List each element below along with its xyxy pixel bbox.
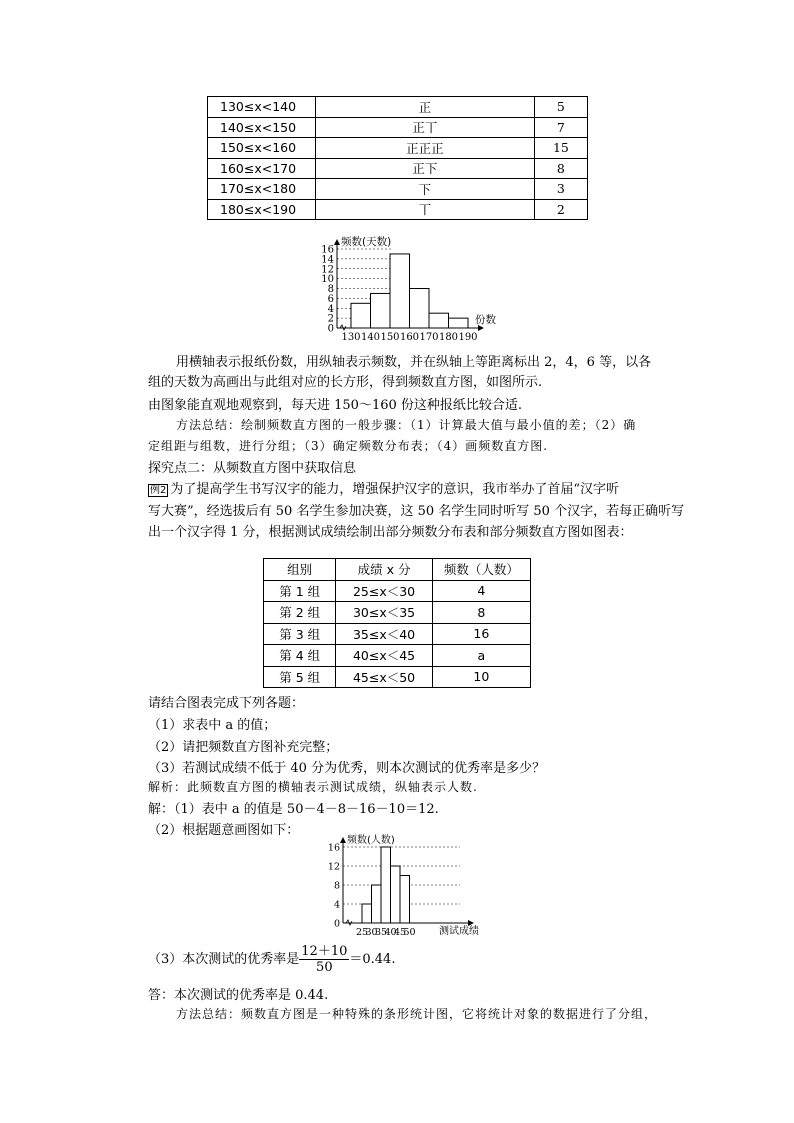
x-tick-label: 160 [399,332,420,343]
x-tick-label: 170 [419,332,439,343]
y-axis-arrow [340,837,346,843]
x-tick-label: 150 [380,332,400,343]
histogram-bar [429,313,449,328]
x-axis-label: 测试成绩 [439,926,479,936]
y-tick-label: 8 [333,880,340,892]
y-tick-label: 0 [327,323,334,335]
example-line: 写大赛”，经选拔后有 50 名学生参加决赛，这 50 名学生同时听写 50 个汉字，若每正确听写 [148,504,685,519]
y-tick-label: 8 [327,284,334,295]
table-row: 第 4 组 40≤x＜45 a [264,645,531,667]
x-tick-label: 25 [355,927,369,936]
method-summary: 方法总结：频数直方图是一种特殊的条形统计图，它将统计对象的数据进行了分组， [176,1007,658,1021]
y-tick-label: 16 [327,842,340,854]
histogram-bar [381,847,391,923]
histogram-scores [318,830,503,936]
y-axis-label: 频数(天数) [341,236,392,248]
example-badge: 例2 [150,485,167,496]
x-tick-label: 130 [341,332,361,343]
y-tick-label: 14 [321,254,334,266]
table-row: 170≤x<180 下 3 [208,179,588,200]
fraction: $\frac{12+10}{50}$ [301,944,348,975]
histogram-bar [372,885,382,923]
table-row: 180≤x<190 丅 2 [208,199,588,220]
analysis-line: 解析：此频数直方图的横轴表示测试成绩，纵轴表示人数. [148,780,478,794]
question-line: （2）请把频数直方图补充完整； [148,740,339,755]
solution-line: （2）根据题意画图如下： [148,823,300,838]
histogram-bar [400,876,410,924]
y-axis-arrow [334,239,340,245]
table-row: 150≤x<160 正正正 15 [208,138,588,159]
y-tick-label: 10 [321,274,334,286]
y-tick-label: 16 [321,244,334,256]
paragraph-line: 由图象能直观地观察到，每天进 150～160 份这种报纸比较合适. [148,398,523,413]
histogram-bar [449,318,469,328]
x-tick-label: 180 [438,332,459,343]
x-tick-label: 190 [458,332,478,343]
tally-table [207,96,588,220]
histogram-bar [351,303,371,328]
x-axis-label: 份数 [475,314,496,326]
solution-line: （3）本次测试的优秀率是 $\frac{12+10}{50}$ ＝0.44. [148,944,396,975]
table-row: 第 3 组 35≤x＜40 16 [264,623,531,645]
table-row: 第 5 组 45≤x＜50 10 [264,666,531,688]
y-axis-label: 频数(人数) [347,835,395,846]
y-tick-label: 4 [327,303,334,315]
paragraph-line: 组的天数为高画出与此组对应的长方形，得到频数直方图，如图所示. [148,375,543,390]
table-row: 130≤x<140 正 5 [208,97,588,118]
x-tick-label: 50 [403,927,416,936]
histogram-bar [390,254,410,328]
histogram-bar [391,866,401,923]
histogram-bar [362,904,372,923]
answer-line: 答：本次测试的优秀率是 0.44. [148,988,329,1003]
histogram-days [318,230,518,345]
histogram-bar [410,289,430,329]
histogram-bar [371,293,391,328]
example-line: 出一个汉字得 1 分，根据测试成绩绘制出部分频数分布表和部分频数直方图如图表： [148,525,633,540]
table-row: 140≤x<150 正丅 7 [208,117,588,138]
table-header-row: 组别 成绩 x 分 频数（人数） [264,559,531,581]
x-tick-label: 30 [365,927,378,936]
question-line: （3）若测试成绩不低于 40 分为优秀，则本次测试的优秀率是多少？ [148,761,546,776]
paragraph-line: 用横轴表示报纸份数，用纵轴表示频数，并在纵轴上等距离标出 2，4，6 等，以各 [176,355,652,370]
example-line: 例2 为了提高学生书写汉字的能力，增强保护汉字的意识，我市举办了首届“汉字听 [150,482,620,497]
solution-line: 解：（1）表中 a 的值是 50－4－8－16－10＝12. [148,802,439,817]
y-tick-label: 6 [327,293,334,305]
table-row: 第 1 组 25≤x＜30 4 [264,580,531,602]
question-line: 请结合图表完成下列各题： [148,696,305,711]
x-tick-label: 140 [360,332,381,343]
y-tick-label: 0 [333,918,340,930]
x-tick-label: 35 [374,927,388,936]
x-tick-label: 45 [393,927,407,936]
method-summary: 定组距与组数，进行分组；（3）确定频数分布表；（4）画频数直方图. [148,439,549,453]
score-table [263,558,531,688]
section-heading: 探究点二：从频数直方图中获取信息 [148,461,357,476]
x-tick-label: 40 [384,927,397,936]
y-tick-label: 12 [321,264,334,276]
y-tick-label: 4 [333,899,340,911]
question-line: （1）求表中 a 的值； [148,718,277,733]
y-tick-label: 12 [327,861,340,873]
y-tick-label: 2 [327,313,334,325]
table-row: 第 2 组 30≤x＜35 8 [264,602,531,624]
method-summary: 方法总结：绘制频数直方图的一般步骤：（1）计算最大值与最小值的差；（2）确 [176,418,637,432]
table-row: 160≤x<170 正下 8 [208,158,588,179]
